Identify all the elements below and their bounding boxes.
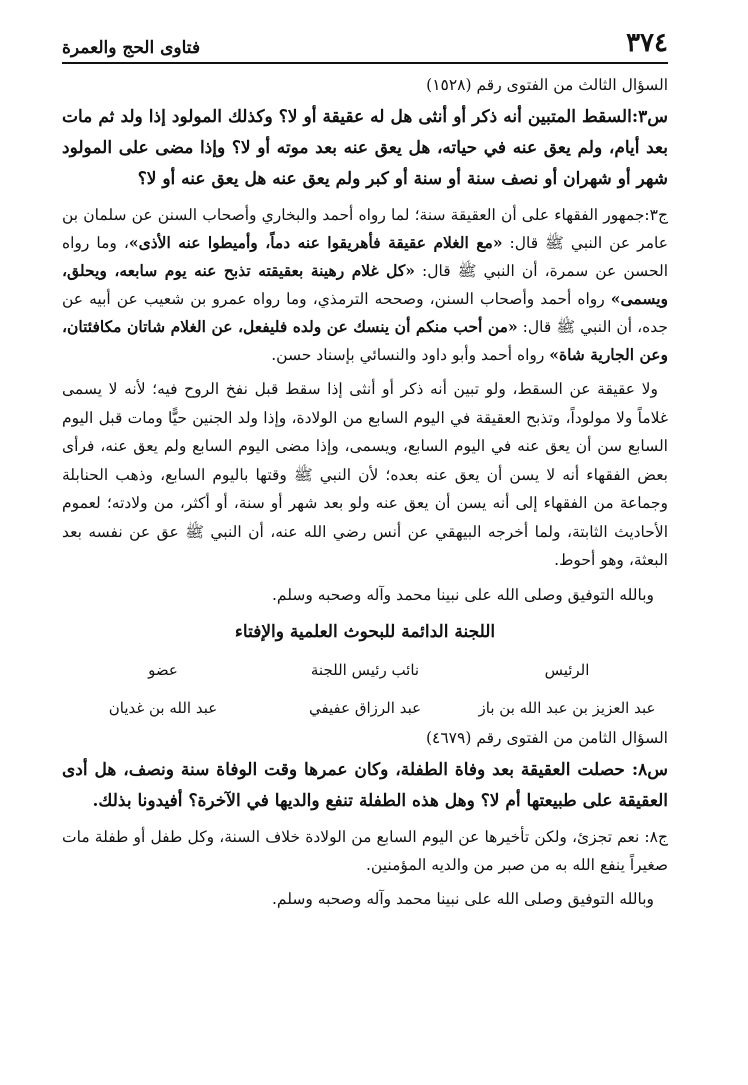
fatwa-2-closing: وبالله التوفيق وصلى الله على نبينا محمد وآله وصحبه وسلم.: [271, 889, 654, 908]
committee-title: اللجنة الدائمة للبحوث العلمية والإفتاء: [234, 621, 496, 642]
role-deputy: نائب رئيس اللجنة: [310, 660, 420, 679]
fatwa-2-label: السؤال الثامن من الفتوى رقم (٤٦٧٩): [425, 728, 668, 747]
role-chairman: الرئيس: [544, 660, 590, 679]
hadith-quote: «كل غلام رهينة بعقيقته تذبح عنه يوم سابعه، ويحلق، ويسمى»: [62, 261, 668, 308]
fatwa-1-answer: [62, 201, 668, 369]
hadith-quote: «مع الغلام عقيقة فأهريقوا عنه دماً، وأميطوا عنه الأذى»: [128, 233, 503, 252]
name-member: عبد الله بن غديان: [108, 698, 218, 717]
name-deputy: عبد الرزاق عفيفي: [308, 698, 422, 717]
fatwa-2-question: س٨: حصلت العقيقة بعد وفاة الطفلة، وكان عمرها وقت الوفاة سنة ونصف، هل أدى العقيقة على طبيعتها أم لا؟ وهل هذه الطفلة تنفع والديها في الآخرة؟ أفيدونا بذلك.: [62, 759, 668, 811]
answer-text: ج٣:جمهور الفقهاء على أن العقيقة سنة؛ لما رواه أحمد والبخاري وأصحاب السنن عن سلمان بن عامر عن النبي ﷺ قال:: [62, 206, 669, 252]
hadith-quote: «من أحب منكم أن ينسك عن ولده فليفعل، عن الغلام شاتان مكافئتان، وعن الجارية شاة»: [62, 317, 668, 364]
answer-text: رواه أحمد وأصحاب السنن، وصححه الترمذي، وما رواه عمرو بن شعيب عن أبيه عن جده، أن النبي ﷺ قال:: [62, 290, 668, 336]
fatwa-1-closing: وبالله التوفيق وصلى الله على نبينا محمد وآله وصحبه وسلم.: [271, 585, 654, 604]
fatwa-1-label: السؤال الثالث من الفتوى رقم (١٥٢٨): [426, 76, 668, 94]
page-content: [62, 74, 668, 919]
fatwa-2-answer: ج٨: نعم تجزئ، ولكن تأخيرها عن اليوم السابع من الولادة خلاف السنة، وكل طفل أو طفلة مات صغيراً ينفع الله به من صبر من والديه المؤمنين.: [62, 827, 668, 874]
running-title: فتاوى الحج والعمرة: [62, 38, 201, 58]
answer-text: رواه أحمد وأبو داود والنسائي بإسناد حسن.: [271, 346, 550, 364]
page-header: [62, 24, 668, 64]
fatwa-1-question: س٣:السقط المتبين أنه ذكر أو أنثى هل له عقيقة أو لا؟ وكذلك المولود إذا ولد ثم مات بعد أيام، ولم يعق عنه في حياته، هل يعق عنه بعد موته أو لا؟ وإذا مضى على المولود شهر أو شهران أو نصف سنة أو سنة أو كبر ولم يعق عنه هل يعق عنه أو لا؟: [62, 107, 668, 189]
fatwa-1-paragraph-2: ولا عقيقة عن السقط، ولو تبين أنه ذكر أو أنثى إذا سقط قبل نفخ الروح فيه؛ لأنه لا يسمى غلاماً ولا مولوداً، وتذبح العقيقة في اليوم السابع من الولادة، وإذا ولد الجنين حيًّا ومات قبل اليوم السابع سن أن يعق عنه في اليوم السابع، ويسمى، وإذا مضى اليوم السابع ولم يعق عنه، فرأى بعض الفقهاء أنه لا يسن أن يعق عنه بعده؛ لأن النبي ﷺ وقتها باليوم السابع، وذهب الحنابلة وجماعة من الفقهاء إلى أنه يسن أن يعق عنه ولو بعد شهر أو سنة، أو أكثر، من ولادته؛ لعموم الأحاديث الثابتة، ولما أخرجه البيهقي عن أنس رضي الله عنه، أن النبي ﷺ عق عن نفسه بعد البعثة، وهو أحوط.: [62, 380, 668, 569]
page-number: ٣٧٤: [626, 28, 668, 58]
role-member: عضو: [148, 660, 178, 679]
answer-text: ، وما رواه الحسن عن سمرة، أن النبي ﷺ قال:: [62, 234, 668, 280]
name-chairman: عبد العزيز بن عبد الله بن باز: [478, 698, 656, 717]
signatures: [62, 659, 668, 719]
